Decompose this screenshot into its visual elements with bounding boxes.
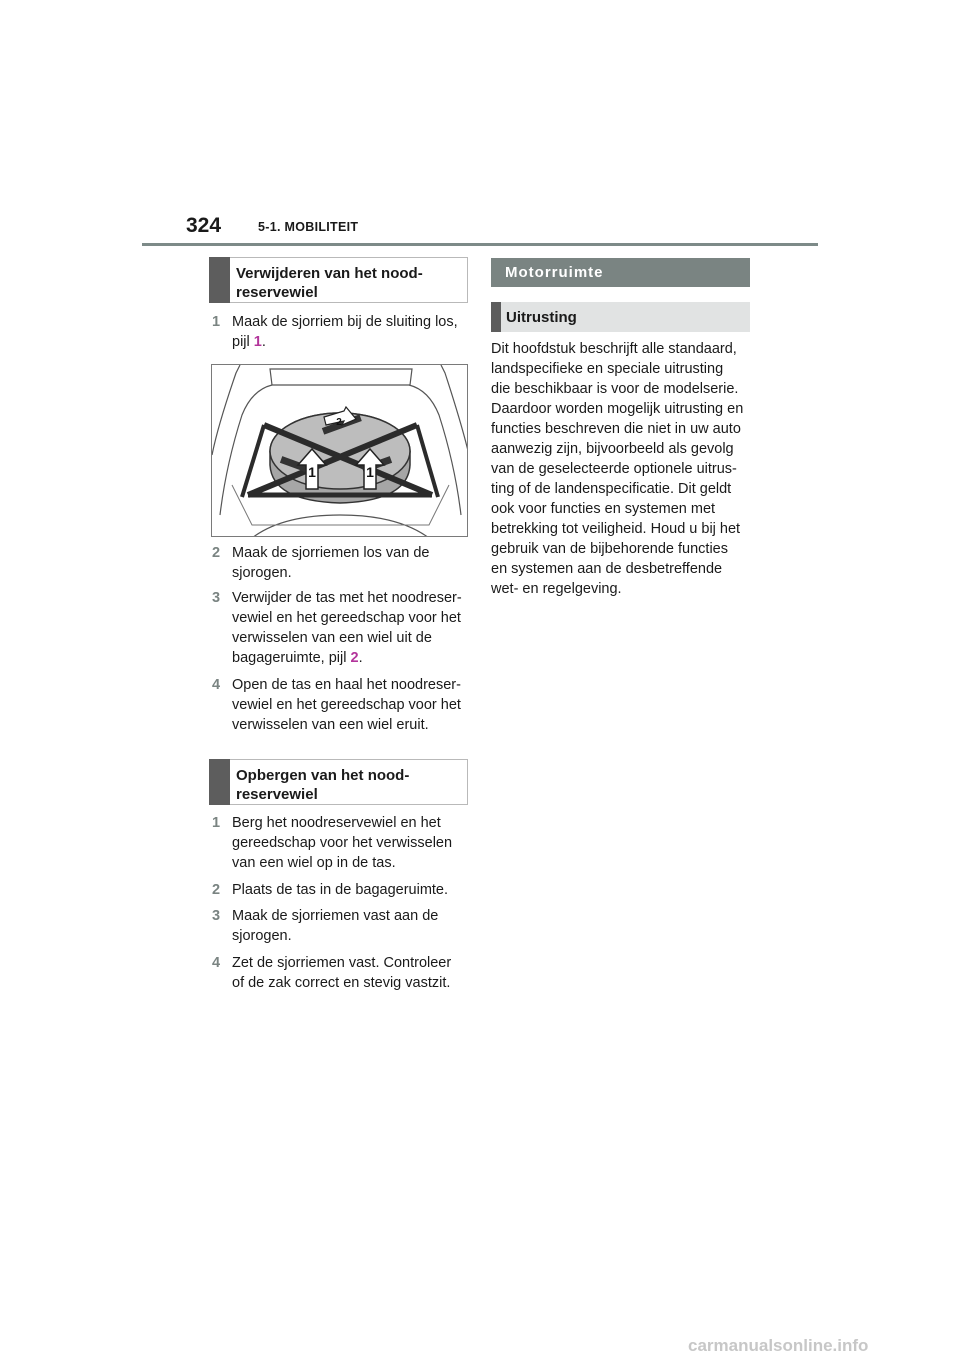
paragraph-line: ook voor functies en systemen met bbox=[491, 501, 716, 517]
step-line: vewiel en het gereedschap voor het bbox=[232, 697, 461, 713]
step-number: 4 bbox=[212, 955, 221, 971]
paragraph-line: ting of de landenspecificatie. Dit geldt bbox=[491, 481, 732, 497]
step-number: 2 bbox=[212, 545, 221, 561]
step-line: sjorogen. bbox=[232, 565, 292, 581]
paragraph-line: Daardoor worden mogelijk uitrusting en bbox=[491, 401, 744, 417]
chapter-title: 5-1. MOBILITEIT bbox=[258, 220, 359, 234]
step-line: Open de tas en haal het noodreser- bbox=[232, 677, 461, 693]
paragraph-line: functies beschreven die niet in uw auto bbox=[491, 421, 741, 437]
step-number: 3 bbox=[212, 590, 221, 606]
section-title-text: Motorruimte bbox=[505, 264, 604, 281]
step-number: 1 bbox=[212, 815, 221, 831]
step-line: vewiel en het gereedschap voor het bbox=[232, 610, 461, 626]
step-text: Maak de sjorriem bij de sluiting los, bbox=[232, 314, 458, 330]
paragraph-line: gebruik van de bijbehorende functies bbox=[491, 541, 728, 557]
step-line: Maak de sjorriemen vast aan de bbox=[232, 908, 439, 924]
paragraph-line: Dit hoofdstuk beschrijft alle standaard, bbox=[491, 341, 737, 357]
step-line: Berg het noodreservewiel en het bbox=[232, 815, 441, 831]
heading-store-spare-wheel bbox=[209, 759, 468, 805]
paragraph-line: aanwezig zijn, bijvoorbeeld als gevolg bbox=[491, 441, 734, 457]
heading-line-2: reservewiel bbox=[236, 284, 318, 301]
step-number: 3 bbox=[212, 908, 221, 924]
step-line: Zet de sjorriemen vast. Controleer bbox=[232, 955, 452, 971]
step-text-suffix: . bbox=[358, 650, 363, 666]
step-line: Plaats de tas in de bagageruimte. bbox=[232, 882, 449, 898]
subsection-title-equipment bbox=[491, 302, 750, 332]
step-text-suffix: . bbox=[261, 334, 266, 350]
arrow-reference: 2 bbox=[350, 650, 359, 666]
paragraph-line: en systemen aan de desbetreffende bbox=[491, 561, 723, 577]
page-number: 324 bbox=[186, 214, 222, 237]
paragraph-line: wet- en regelgeving. bbox=[491, 581, 622, 597]
header-divider bbox=[142, 243, 818, 246]
step-line: Maak de sjorriemen los van de bbox=[232, 545, 430, 561]
paragraph-line: van de geselecteerde optionele uitrus- bbox=[491, 461, 737, 477]
arrow-1-right-label: 1 bbox=[366, 464, 374, 480]
arrow-reference: 1 bbox=[253, 334, 262, 350]
paragraph-line: die beschikbaar is voor de modelserie. bbox=[491, 381, 739, 397]
step-line: Verwijder de tas met het noodreser- bbox=[232, 590, 462, 606]
heading-bar bbox=[209, 257, 230, 303]
step-text-prefix: pijl bbox=[232, 334, 254, 350]
section-title-engine-bay bbox=[491, 258, 750, 287]
step-line: verwisselen van een wiel uit de bbox=[232, 630, 432, 646]
paragraph-line: betrekking tot veiligheid. Houd u bij het bbox=[491, 521, 741, 537]
subsection-bar bbox=[491, 302, 501, 332]
arrow-1-left-label: 1 bbox=[308, 464, 316, 480]
paragraph-line: landspecifieke en speciale uitrusting bbox=[491, 361, 724, 377]
step-number: 1 bbox=[212, 314, 221, 330]
subsection-title-text: Uitrusting bbox=[506, 309, 577, 326]
trunk-drawing bbox=[212, 365, 468, 537]
step-line: sjorogen. bbox=[232, 928, 292, 944]
heading-line-2: reservewiel bbox=[236, 786, 318, 803]
step-text-prefix: bagageruimte, pijl bbox=[232, 650, 351, 666]
step-number: 4 bbox=[212, 677, 221, 693]
heading-bar bbox=[209, 759, 230, 805]
step-line: of de zak correct en stevig vastzit. bbox=[232, 975, 451, 991]
heading-line-1: Verwijderen van het nood- bbox=[236, 265, 423, 282]
watermark: carmanualsonline.info bbox=[688, 1336, 869, 1355]
step-line: van een wiel op in de tas. bbox=[232, 855, 396, 871]
step-number: 2 bbox=[212, 882, 221, 898]
heading-text bbox=[236, 766, 409, 804]
step-line: verwisselen van een wiel eruit. bbox=[232, 717, 429, 733]
arrow-2-label: 2 bbox=[336, 417, 342, 428]
heading-text bbox=[236, 264, 423, 302]
heading-remove-spare-wheel bbox=[209, 257, 468, 303]
trunk-spare-wheel-illustration bbox=[211, 364, 468, 537]
heading-line-1: Opbergen van het nood- bbox=[236, 767, 410, 784]
step-line: gereedschap voor het verwisselen bbox=[232, 835, 453, 851]
equipment-paragraph bbox=[491, 339, 753, 599]
